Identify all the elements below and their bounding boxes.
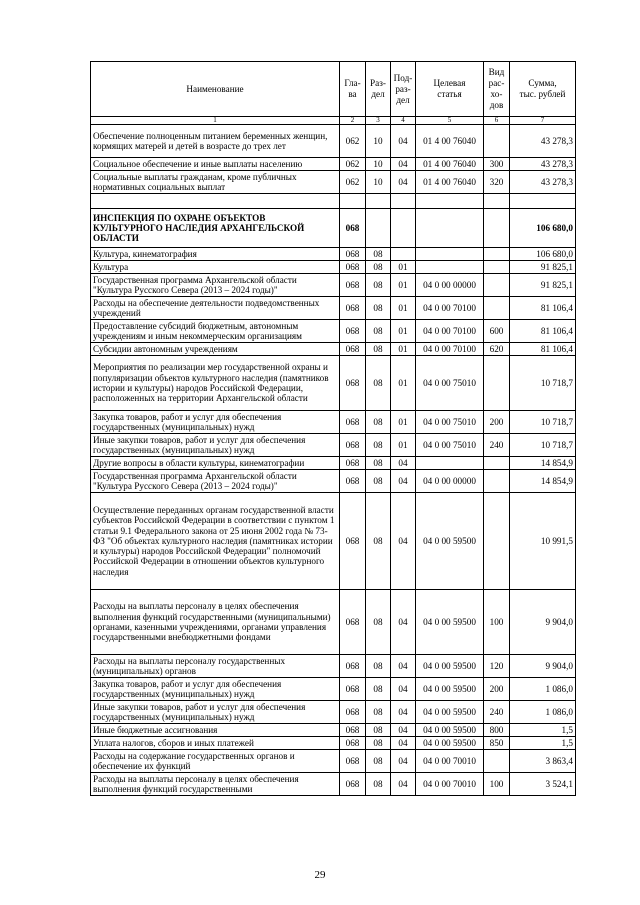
cell-subsection: 04	[391, 773, 416, 796]
table-row	[91, 655, 576, 678]
cell-subsection: 04	[391, 750, 416, 773]
cell-amount: 10 718,7	[510, 356, 576, 411]
column-number: 4	[391, 117, 416, 125]
cell-chapter: 062	[340, 171, 366, 194]
cell-section: 08	[366, 750, 391, 773]
cell-amount: 81 106,4	[510, 297, 576, 320]
cell-expense-type	[484, 356, 510, 411]
table-row	[91, 411, 576, 434]
cell-name: Обеспечение полноценным питанием беременных женщин, кормящих матерей и детей в возрасте до трех лет	[91, 125, 340, 158]
cell-amount: 106 680,0	[510, 209, 576, 248]
column-number: 5	[416, 117, 484, 125]
table-row	[91, 470, 576, 493]
cell-target	[416, 457, 484, 470]
table-row	[91, 773, 576, 796]
cell-amount: 1 086,0	[510, 701, 576, 724]
cell-target: 04 0 00 75010	[416, 411, 484, 434]
cell-section: 08	[366, 590, 391, 655]
cell-chapter: 068	[340, 590, 366, 655]
cell-chapter: 068	[340, 434, 366, 457]
cell-expense-type: 620	[484, 343, 510, 356]
cell-subsection: 04	[391, 493, 416, 590]
cell-expense-type: 240	[484, 434, 510, 457]
table-row	[91, 737, 576, 750]
cell-chapter: 068	[340, 655, 366, 678]
cell-target	[416, 248, 484, 261]
cell-name: Культура	[91, 261, 340, 274]
cell-chapter: 068	[340, 724, 366, 737]
cell-expense-type	[484, 274, 510, 297]
cell-target: 01 4 00 76040	[416, 158, 484, 171]
column-number-row	[91, 117, 576, 125]
cell-expense-type	[484, 297, 510, 320]
table-row	[91, 343, 576, 356]
cell-name: Осуществление переданных органам государственной власти субъектов Российской Федерации в соответствии с пунктом 1 статьи 9.1 Федерального закона от 25 июня 2002 года № 73-ФЗ "Об объектах культурного наследия (памятниках истории и культуры) народов Российской Федерации" полномочий Российской Федерации в отношении объектов культурного наследия	[91, 493, 340, 590]
cell-section: 10	[366, 171, 391, 194]
cell-name: Закупка товаров, работ и услуг для обеспечения государственных (муниципальных) нужд	[91, 678, 340, 701]
cell-name: Государственная программа Архангельской области "Культура Русского Севера (2013 – 2024 годы)"	[91, 274, 340, 297]
cell-expense-type	[484, 248, 510, 261]
table-row	[91, 590, 576, 655]
cell-expense-type	[484, 194, 510, 209]
cell-subsection: 04	[391, 171, 416, 194]
cell-section: 08	[366, 773, 391, 796]
cell-target: 04 0 00 70100	[416, 320, 484, 343]
cell-amount: 10 991,5	[510, 493, 576, 590]
header-name: Наименование	[91, 62, 340, 117]
header-target: Целевая статья	[416, 62, 484, 117]
cell-target: 04 0 00 59500	[416, 493, 484, 590]
cell-amount: 10 718,7	[510, 434, 576, 457]
cell-chapter: 068	[340, 737, 366, 750]
table-row	[91, 274, 576, 297]
cell-section: 08	[366, 470, 391, 493]
cell-name: Иные бюджетные ассигнования	[91, 724, 340, 737]
cell-name: Мероприятия по реализации мер государственной охраны и популяризации объектов культурного наследия (памятников истории и культуры) народов Российской Федерации, расположенных на территории Архангельской области	[91, 356, 340, 411]
cell-expense-type	[484, 750, 510, 773]
cell-target: 04 0 00 59500	[416, 701, 484, 724]
cell-section: 08	[366, 274, 391, 297]
cell-name: Другие вопросы в области культуры, кинематографии	[91, 457, 340, 470]
cell-name: ИНСПЕКЦИЯ ПО ОХРАНЕ ОБЪЕКТОВ КУЛЬТУРНОГО НАСЛЕДИЯ АРХАНГЕЛЬСКОЙ ОБЛАСТИ	[91, 209, 340, 248]
cell-expense-type	[484, 470, 510, 493]
cell-section: 08	[366, 724, 391, 737]
cell-section: 08	[366, 434, 391, 457]
cell-chapter: 062	[340, 125, 366, 158]
cell-subsection: 04	[391, 125, 416, 158]
cell-expense-type	[484, 261, 510, 274]
table-row	[91, 248, 576, 261]
cell-name: Уплата налогов, сборов и иных платежей	[91, 737, 340, 750]
cell-section: 08	[366, 297, 391, 320]
cell-target: 04 0 00 59500	[416, 590, 484, 655]
cell-chapter: 062	[340, 158, 366, 171]
cell-subsection: 04	[391, 678, 416, 701]
table-row	[91, 493, 576, 590]
cell-subsection: 04	[391, 655, 416, 678]
cell-subsection: 04	[391, 457, 416, 470]
cell-subsection	[391, 248, 416, 261]
cell-name: Расходы на выплаты персоналу в целях обеспечения выполнения функций государственными (муниципальными) органами, казенными учреждениями, органами управления государственными внебюджетными фондами	[91, 590, 340, 655]
table-row	[91, 724, 576, 737]
cell-amount: 81 106,4	[510, 320, 576, 343]
cell-subsection: 01	[391, 261, 416, 274]
header-amount: Сумма, тыс. рублей	[510, 62, 576, 117]
cell-expense-type: 800	[484, 724, 510, 737]
table-body	[91, 125, 576, 796]
cell-target: 04 0 00 75010	[416, 356, 484, 411]
cell-name: Иные закупки товаров, работ и услуг для обеспечения государственных (муниципальных) нужд	[91, 701, 340, 724]
cell-amount: 9 904,0	[510, 655, 576, 678]
cell-amount: 9 904,0	[510, 590, 576, 655]
cell-amount: 91 825,1	[510, 274, 576, 297]
cell-name: Закупка товаров, работ и услуг для обеспечения государственных (муниципальных) нужд	[91, 411, 340, 434]
cell-section: 08	[366, 248, 391, 261]
cell-amount: 1,5	[510, 724, 576, 737]
cell-chapter: 068	[340, 248, 366, 261]
cell-section: 08	[366, 457, 391, 470]
cell-section: 08	[366, 701, 391, 724]
cell-amount: 43 278,3	[510, 125, 576, 158]
cell-section: 08	[366, 261, 391, 274]
table-row	[91, 320, 576, 343]
cell-name: Предоставление субсидий бюджетным, автономным учреждениям и иным некоммерческим организациям	[91, 320, 340, 343]
cell-section: 10	[366, 125, 391, 158]
cell-amount: 106 680,0	[510, 248, 576, 261]
cell-amount: 1,5	[510, 737, 576, 750]
cell-section: 08	[366, 737, 391, 750]
cell-expense-type: 600	[484, 320, 510, 343]
cell-name: Расходы на содержание государственных органов и обеспечение их функций	[91, 750, 340, 773]
cell-target: 01 4 00 76040	[416, 125, 484, 158]
cell-expense-type: 850	[484, 737, 510, 750]
cell-subsection: 01	[391, 297, 416, 320]
cell-expense-type: 100	[484, 590, 510, 655]
cell-subsection: 04	[391, 737, 416, 750]
cell-chapter: 068	[340, 343, 366, 356]
cell-target: 04 0 00 70100	[416, 297, 484, 320]
cell-chapter	[340, 194, 366, 209]
cell-section: 10	[366, 158, 391, 171]
cell-target: 04 0 00 70010	[416, 773, 484, 796]
cell-amount: 10 718,7	[510, 411, 576, 434]
cell-amount: 3 524,1	[510, 773, 576, 796]
cell-name	[91, 194, 340, 209]
column-number: 6	[484, 117, 510, 125]
cell-subsection	[391, 194, 416, 209]
cell-target	[416, 209, 484, 248]
cell-target: 04 0 00 75010	[416, 434, 484, 457]
cell-section: 08	[366, 678, 391, 701]
cell-subsection: 01	[391, 343, 416, 356]
cell-name: Культура, кинематография	[91, 248, 340, 261]
cell-expense-type: 200	[484, 678, 510, 701]
cell-subsection: 04	[391, 470, 416, 493]
header-section: Раз- дел	[366, 62, 391, 117]
cell-target: 01 4 00 76040	[416, 171, 484, 194]
cell-target: 04 0 00 70100	[416, 343, 484, 356]
cell-subsection: 04	[391, 724, 416, 737]
cell-chapter: 068	[340, 470, 366, 493]
cell-chapter: 068	[340, 678, 366, 701]
cell-section: 08	[366, 411, 391, 434]
cell-expense-type: 100	[484, 773, 510, 796]
cell-target: 04 0 00 59500	[416, 655, 484, 678]
cell-subsection: 01	[391, 320, 416, 343]
table-row	[91, 209, 576, 248]
cell-expense-type: 240	[484, 701, 510, 724]
cell-subsection: 04	[391, 701, 416, 724]
cell-name: Субсидии автономным учреждениям	[91, 343, 340, 356]
cell-amount: 43 278,3	[510, 158, 576, 171]
cell-name: Расходы на обеспечение деятельности подведомственных учреждений	[91, 297, 340, 320]
cell-section: 08	[366, 655, 391, 678]
cell-target	[416, 194, 484, 209]
page-number: 29	[314, 869, 326, 881]
cell-chapter: 068	[340, 261, 366, 274]
column-number: 1	[91, 117, 340, 125]
table-row	[91, 261, 576, 274]
cell-subsection	[391, 209, 416, 248]
cell-subsection: 01	[391, 434, 416, 457]
cell-amount: 81 106,4	[510, 343, 576, 356]
cell-name: Социальное обеспечение и иные выплаты населению	[91, 158, 340, 171]
cell-amount: 3 863,4	[510, 750, 576, 773]
column-number: 3	[366, 117, 391, 125]
cell-subsection: 04	[391, 158, 416, 171]
cell-chapter: 068	[340, 209, 366, 248]
cell-name: Расходы на выплаты персоналу государственных (муниципальных) органов	[91, 655, 340, 678]
cell-chapter: 068	[340, 297, 366, 320]
cell-expense-type	[484, 209, 510, 248]
table-row	[91, 356, 576, 411]
table-row	[91, 297, 576, 320]
cell-amount	[510, 194, 576, 209]
cell-expense-type: 320	[484, 171, 510, 194]
table-row	[91, 125, 576, 158]
cell-expense-type: 300	[484, 158, 510, 171]
cell-subsection: 01	[391, 274, 416, 297]
table-row	[91, 171, 576, 194]
table-row	[91, 434, 576, 457]
table-row	[91, 678, 576, 701]
cell-expense-type	[484, 457, 510, 470]
cell-section: 08	[366, 343, 391, 356]
column-number: 7	[510, 117, 576, 125]
table-row	[91, 158, 576, 171]
cell-name: Социальные выплаты гражданам, кроме публичных нормативных социальных выплат	[91, 171, 340, 194]
cell-chapter: 068	[340, 356, 366, 411]
cell-target: 04 0 00 70010	[416, 750, 484, 773]
cell-name: Расходы на выплаты персоналу в целях обеспечения выполнения функций государственными	[91, 773, 340, 796]
cell-target	[416, 261, 484, 274]
cell-chapter: 068	[340, 274, 366, 297]
cell-section	[366, 209, 391, 248]
cell-section: 08	[366, 493, 391, 590]
cell-target: 04 0 00 59500	[416, 737, 484, 750]
table-row	[91, 750, 576, 773]
cell-amount: 14 854,9	[510, 457, 576, 470]
header-expense-type: Вид рас- хо- дов	[484, 62, 510, 117]
cell-amount: 91 825,1	[510, 261, 576, 274]
header-chapter: Гла- ва	[340, 62, 366, 117]
cell-chapter: 068	[340, 701, 366, 724]
table-row	[91, 701, 576, 724]
cell-amount: 1 086,0	[510, 678, 576, 701]
cell-chapter: 068	[340, 320, 366, 343]
cell-expense-type	[484, 125, 510, 158]
table-row	[91, 457, 576, 470]
cell-subsection: 01	[391, 411, 416, 434]
cell-expense-type: 200	[484, 411, 510, 434]
cell-amount: 14 854,9	[510, 470, 576, 493]
cell-chapter: 068	[340, 750, 366, 773]
cell-subsection: 04	[391, 590, 416, 655]
cell-target: 04 0 00 59500	[416, 678, 484, 701]
cell-target: 04 0 00 59500	[416, 724, 484, 737]
cell-section	[366, 194, 391, 209]
header-row	[91, 62, 576, 117]
cell-target: 04 0 00 00000	[416, 470, 484, 493]
cell-section: 08	[366, 320, 391, 343]
cell-expense-type	[484, 493, 510, 590]
cell-chapter: 068	[340, 411, 366, 434]
cell-expense-type: 120	[484, 655, 510, 678]
cell-section: 08	[366, 356, 391, 411]
cell-name: Государственная программа Архангельской области "Культура Русского Севера (2013 – 2024 годы)"	[91, 470, 340, 493]
cell-chapter: 068	[340, 457, 366, 470]
cell-subsection: 01	[391, 356, 416, 411]
cell-name: Иные закупки товаров, работ и услуг для обеспечения государственных (муниципальных) нужд	[91, 434, 340, 457]
table-row	[91, 194, 576, 209]
cell-chapter: 068	[340, 773, 366, 796]
column-number: 2	[340, 117, 366, 125]
budget-table	[90, 61, 576, 796]
header-subsection: Под- раз- дел	[391, 62, 416, 117]
cell-chapter: 068	[340, 493, 366, 590]
cell-amount: 43 278,3	[510, 171, 576, 194]
cell-target: 04 0 00 00000	[416, 274, 484, 297]
